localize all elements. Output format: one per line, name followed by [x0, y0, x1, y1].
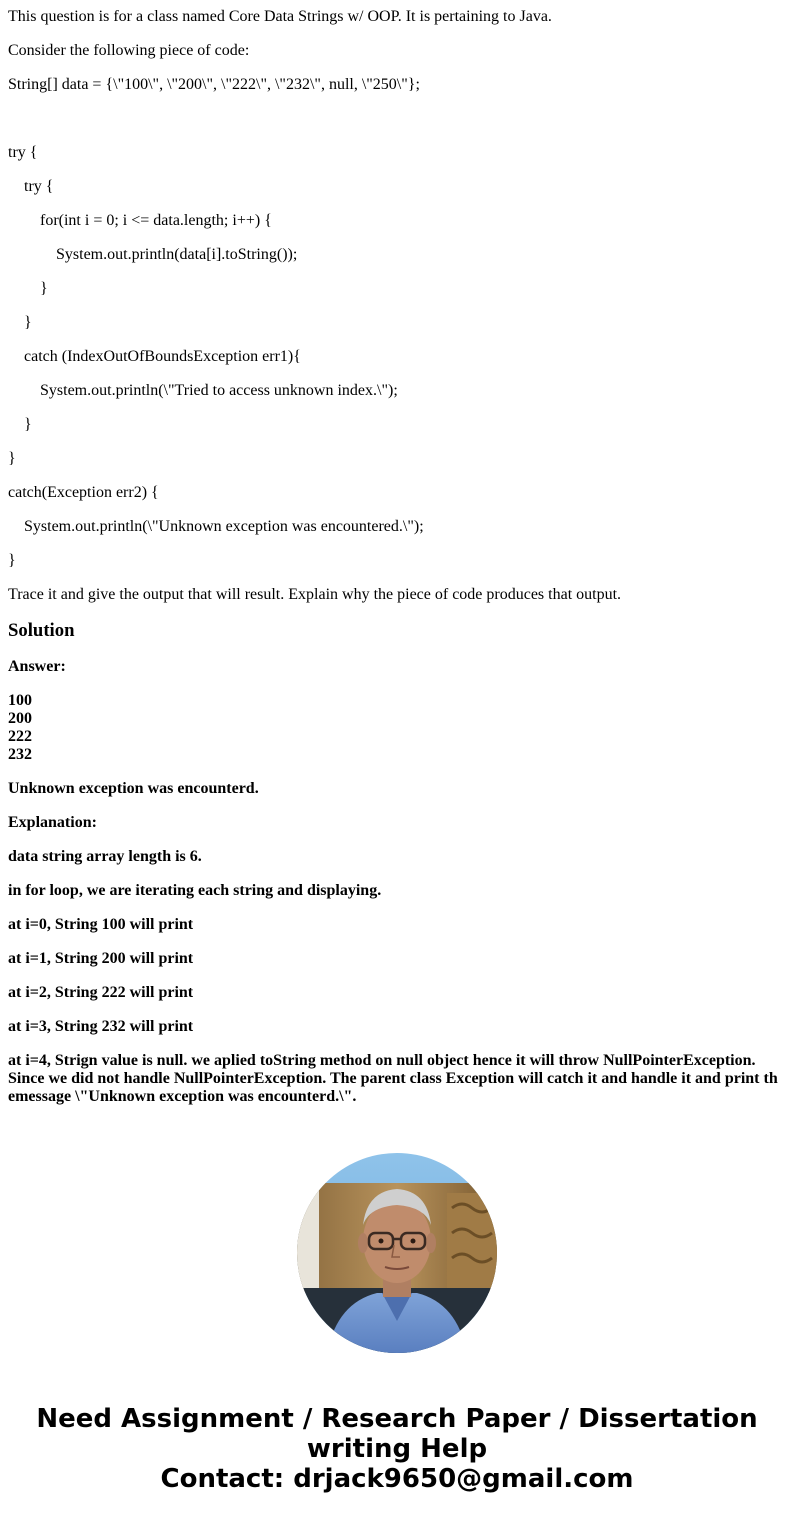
- code-line: }: [8, 450, 16, 467]
- explanation-item: at i=2, String 222 will print: [8, 984, 194, 1001]
- code-line: System.out.println(data[i].toString());: [56, 246, 298, 263]
- explanation-label: Explanation:: [8, 814, 97, 831]
- code-line: try {: [8, 144, 38, 161]
- promo-line: Need Assignment / Research Paper / Dissertation: [36, 1404, 758, 1434]
- code-line: for(int i = 0; i <= data.length; i++) {: [40, 212, 272, 229]
- explanation-item: at i=0, String 100 will print: [8, 916, 194, 933]
- output-line: 222: [8, 728, 32, 745]
- question-intro: This question is for a class named Core Data Strings w/ OOP. It is pertaining to Java.: [8, 8, 552, 25]
- explanation-item: at i=4, Strign value is null. we aplied toString method on null object hence it will throw NullPointerException. Since we did not handle NullPointerException. The parent class Exception will catch it and handle it and print th emessage \"Unknown exception was encounterd.\".: [8, 1052, 778, 1105]
- question-prompt: Trace it and give the output that will result. Explain why the piece of code produces that output.: [8, 586, 622, 603]
- answer-label: Answer:: [8, 658, 66, 675]
- promo-contact: Contact: drjack9650@gmail.com: [160, 1464, 634, 1494]
- output-line: 232: [8, 746, 32, 763]
- solution-heading: Solution: [8, 620, 75, 641]
- explanation-item: at i=1, String 200 will print: [8, 950, 194, 967]
- code-line: }: [8, 552, 16, 569]
- explanation-item: in for loop, we are iterating each string and displaying.: [8, 882, 382, 899]
- code-line: System.out.println(\"Tried to access unknown index.\");: [40, 382, 398, 399]
- author-portrait-image: [297, 1153, 497, 1353]
- question-consider: Consider the following piece of code:: [8, 42, 250, 59]
- explanation-item: data string array length is 6.: [8, 848, 202, 865]
- promo-line: writing Help: [306, 1434, 488, 1464]
- output-line: 200: [8, 710, 32, 727]
- code-line: try {: [24, 178, 54, 195]
- code-line: }: [24, 416, 32, 433]
- code-line: System.out.println(\"Unknown exception was encountered.\");: [24, 518, 424, 535]
- author-photo: [297, 1153, 497, 1353]
- code-line: catch (IndexOutOfBoundsException err1){: [24, 348, 301, 365]
- code-line: }: [24, 314, 32, 331]
- promo-banner: [0, 1404, 794, 1494]
- explanation-item: at i=3, String 232 will print: [8, 1018, 194, 1035]
- output-line: 100: [8, 692, 32, 709]
- code-line: }: [40, 280, 48, 297]
- code-line: String[] data = {\"100\", \"200\", \"222\", \"232\", null, \"250\"};: [8, 76, 420, 93]
- code-line: catch(Exception err2) {: [8, 484, 159, 501]
- exception-output-line: Unknown exception was encounterd.: [8, 780, 259, 797]
- code-line-blank: [8, 110, 786, 128]
- output-lines: [8, 692, 786, 764]
